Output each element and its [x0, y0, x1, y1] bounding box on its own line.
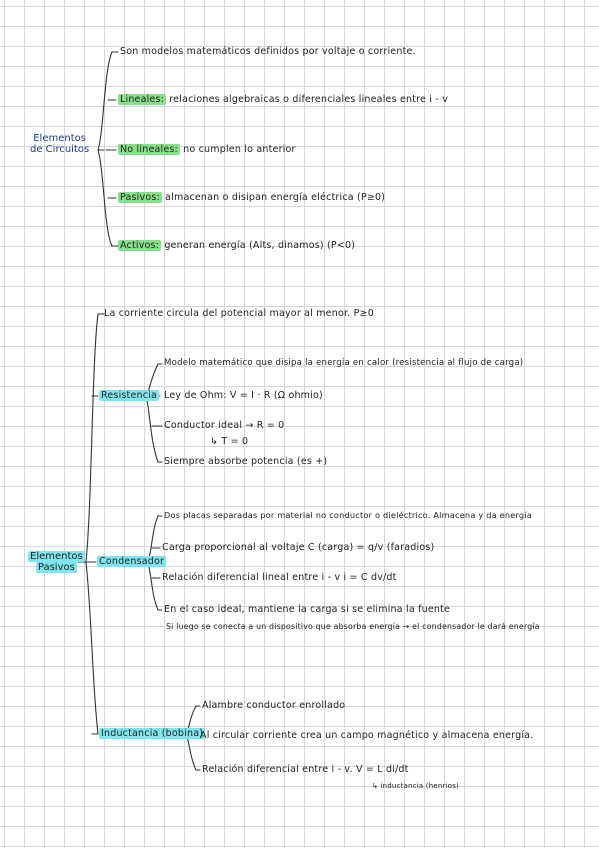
condensador-item: Si luego se conecta a un dispositivo que absorba energía → el condensador le dará energía — [166, 622, 540, 631]
resistencia-item: Ley de Ohm: V = I · R (Ω ohmio) — [164, 390, 323, 401]
map1-item-text: Son modelos matemáticos definidos por voltaje o corriente. — [120, 46, 416, 57]
map1-item-activos — [118, 241, 355, 251]
condensador-item: Carga proporcional al voltaje C (carga) = q/v (faradios) — [162, 542, 435, 553]
map1-item-text: generan energía (Alts, dinamos) (P<0) — [161, 240, 356, 251]
map1-item-text: relaciones algebraicas o diferenciales lineales entre i - v — [166, 94, 449, 105]
resistencia-item: Siempre absorbe potencia (es +) — [164, 456, 328, 467]
map1-item-lead: Lineales: — [120, 94, 165, 105]
map1-root-line2: de Circuitos — [30, 143, 90, 155]
map1-item-lineales — [118, 95, 448, 105]
map2-root-line2: Pasivos — [37, 561, 75, 573]
map1-root — [30, 134, 89, 155]
inductancia-item: Al circular corriente crea un campo magnético y almacena energía. — [200, 730, 534, 741]
map1-item-no-lineales — [118, 145, 296, 155]
map2-root — [28, 552, 85, 573]
condensador-item: Relación diferencial lineal entre i - v i = C dv/dt — [162, 572, 397, 583]
inductancia-item: Relación diferencial entre i - v. V = L di/dt — [202, 764, 409, 775]
resistencia-label — [99, 391, 159, 401]
inductancia-label-text: Inductancia (bobina) — [101, 728, 204, 739]
map2-intro: La corriente circula del potencial mayor al menor. P≥0 — [104, 308, 374, 319]
map2-root-line1: Elementos — [30, 551, 83, 562]
resistencia-label-text: Resistencia — [101, 390, 158, 401]
inductancia-item: ↳ inductancia (henrios) — [372, 782, 459, 790]
map1-root-line1: Elementos — [33, 133, 86, 144]
condensador-label-text: Condensador — [99, 556, 165, 567]
condensador-item: Dos placas separadas por material no conductor o dieléctrico. Almacena y da energía — [164, 510, 532, 520]
condensador-label — [97, 557, 166, 567]
resistencia-item: Conductor ideal → R = 0 — [164, 420, 285, 431]
map1-item-lead: No lineales: — [120, 144, 178, 155]
map1-item-pasivos — [118, 193, 385, 203]
map1-item-text: almacenan o disipan energía eléctrica (P≥0) — [161, 192, 386, 203]
map1-item-lead: Activos: — [120, 240, 160, 251]
map1-item-definition — [120, 47, 416, 57]
map1-item-text: no cumplen lo anterior — [179, 144, 296, 155]
inductancia-item: Alambre conductor enrollado — [202, 700, 346, 711]
map1-item-lead: Pasivos: — [120, 192, 160, 203]
resistencia-item: Modelo matemático que disipa la energía en calor (resistencia al flujo de carga) — [164, 358, 524, 368]
condensador-item: En el caso ideal, mantiene la carga si se elimina la fuente — [164, 604, 451, 615]
resistencia-item: ↳ T = 0 — [210, 436, 249, 447]
inductancia-label — [99, 729, 205, 739]
